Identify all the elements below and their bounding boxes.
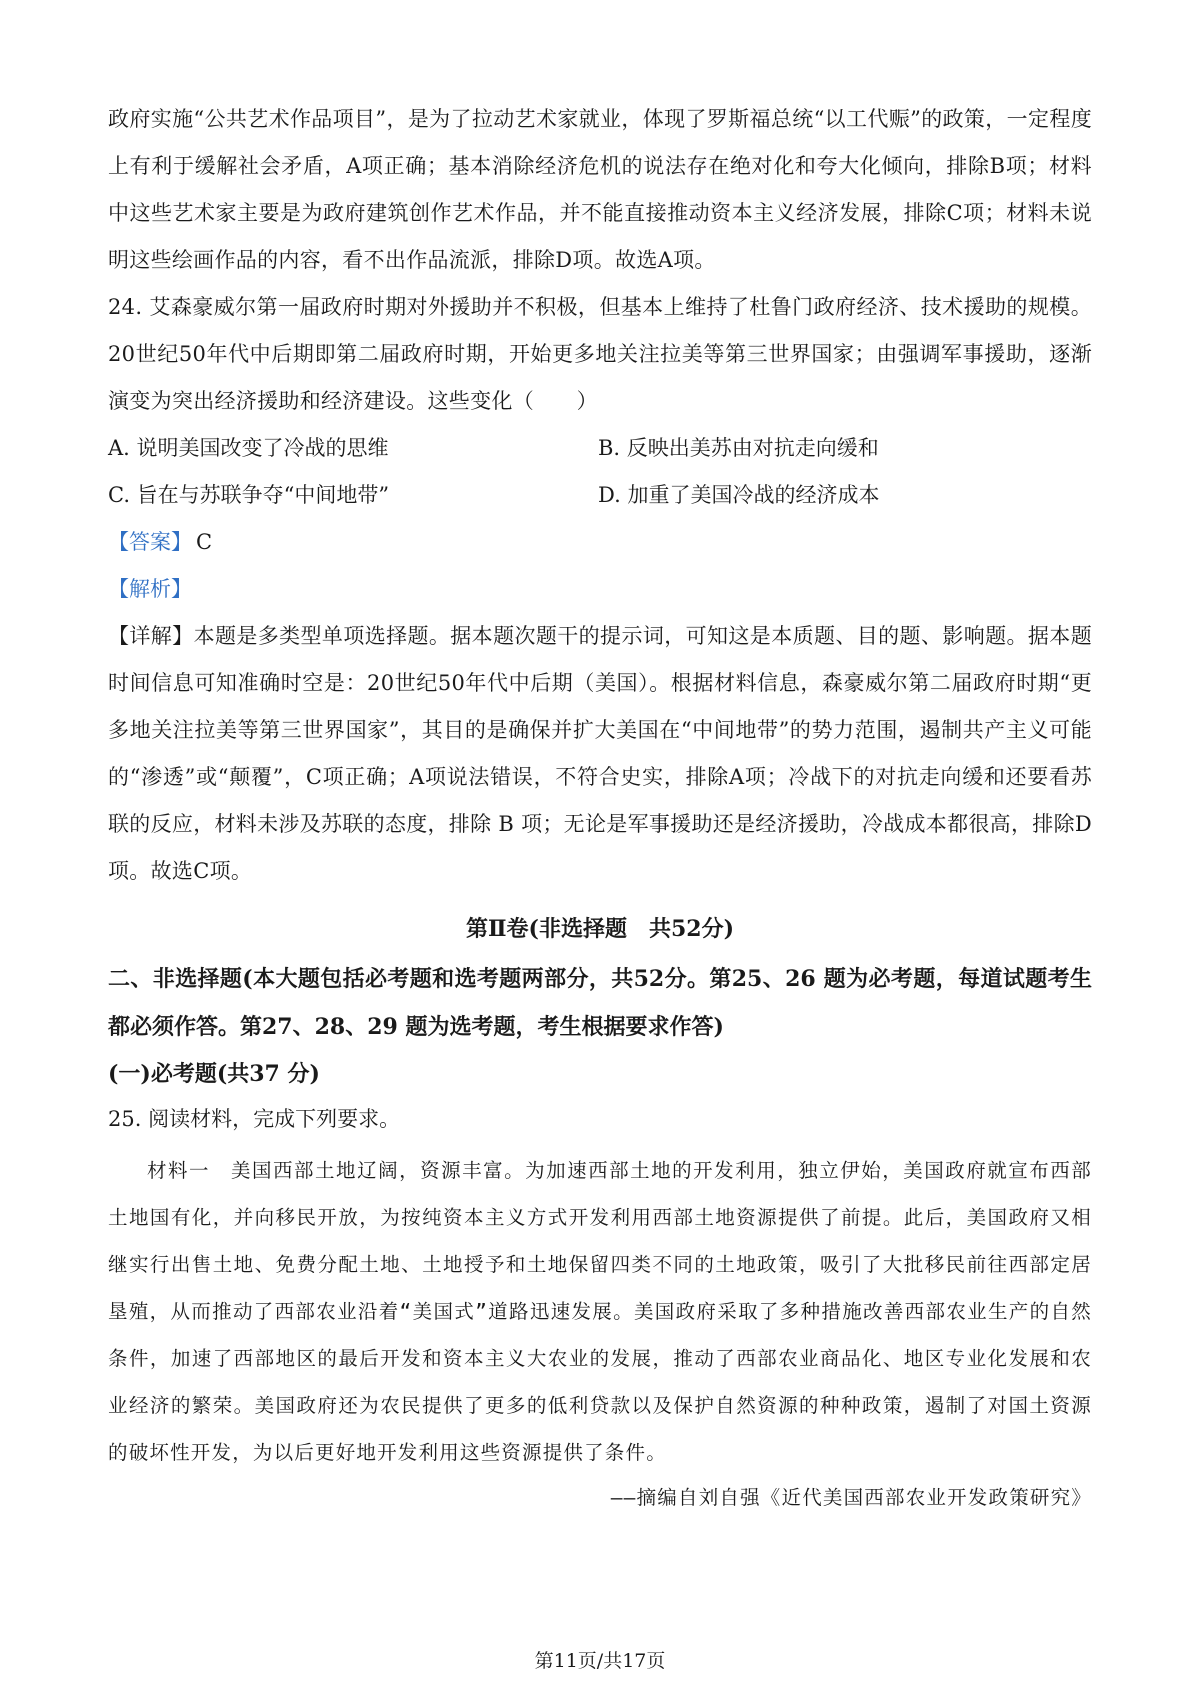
q24-answer xyxy=(108,519,1092,566)
q24-option-d: D. 加重了美国冷战的经济成本 xyxy=(598,483,880,507)
part-title: 二、非选择题(本大题包括必考题和选考题两部分，共52分。第25、26 题为必考题，每道试题考生都必须作答。第27、28、29 题为选考题，考生根据要求作答) xyxy=(108,966,1092,1040)
answer-value: C xyxy=(196,530,213,554)
q25-source: ——摘编自刘自强《近代美国西部农业开发政策研究》 xyxy=(610,1486,1092,1509)
q24-option-a: A. 说明美国改变了冷战的思维 xyxy=(108,436,389,460)
q24-stem: 24. 艾森豪威尔第一届政府时期对外援助并不积极，但基本上维持了杜鲁门政府经济、技术援助的规模。20世纪50年代中后期即第二届政府时期，开始更多地关注拉美等第三世界国家；由强调军事援助，逐渐演变为突出经济援助和经济建设。这些变化（ ） xyxy=(108,295,1092,413)
answer-tag: 【答案】 xyxy=(108,530,192,554)
q23-explanation-paragraph: 政府实施“公共艺术作品项目”，是为了拉动艺术家就业，体现了罗斯福总统“以工代赈”的政策，一定程度上有利于缓解社会矛盾，A项正确；基本消除经济危机的说法存在绝对化和夸大化倾向，排除B项；材料中这些艺术家主要是为政府建筑创作艺术作品，并不能直接推动资本主义经济发展，排除C项；材料未说明这些绘画作品的内容，看不出作品流派，排除D项。故选A项。 xyxy=(108,107,1092,272)
q24-options xyxy=(108,425,1092,519)
q24-detail: 【详解】本题是多类型单项选择题。据本题次题干的提示词，可知这是本质题、目的题、影响题。据本题时间信息可知准确时空是：20世纪50年代中后期（美国）。根据材料信息，森豪威尔第二届政府时期“更多地关注拉美等第三世界国家”，其目的是确保并扩大美国在“中间地带”的势力范围，遏制共产主义可能的“渗透”或“颠覆”，C项正确；A项说法错误，不符合史实，排除A项；冷战下的对抗走向缓和还要看苏联的反应，材料未涉及苏联的态度，排除 B 项；无论是军事援助还是经济援助，冷战成本都很高，排除D项。故选C项。 xyxy=(108,624,1093,883)
sub-title: (一)必考题(共37 分) xyxy=(108,1061,320,1087)
q24-option-b: B. 反映出美苏由对抗走向缓和 xyxy=(598,436,879,460)
q25-stem: 25. 阅读材料，完成下列要求。 xyxy=(108,1107,401,1131)
q25-material: 材料一 美国西部土地辽阔，资源丰富。为加速西部土地的开发利用，独立伊始，美国政府就宣布西部土地国有化，并向移民开放，为按纯资本主义方式开发利用西部土地资源提供了前提。此后，美国政府又相继实行出售土地、免费分配土地、土地授予和土地保留四类不同的土地政策，吸引了大批移民前往西部定居垦殖，从而推动了西部农业沿着“美国式”道路迅速发展。美国政府采取了多种措施改善西部农业生产的自然条件，加速了西部地区的最后开发和资本主义大农业的发展，推动了西部农业商品化、地区专业化发展和农业经济的繁荣。美国政府还为农民提供了更多的低利贷款以及保护自然资源的种种政策，遏制了对国土资源的破坏性开发，为以后更好地开发利用这些资源提供了条件。 xyxy=(108,1159,1092,1464)
analysis-tag: 【解析】 xyxy=(108,577,192,601)
page-content xyxy=(108,96,1092,1520)
section-title: 第Ⅱ卷(非选择题 共52分) xyxy=(466,916,734,942)
q24-option-c: C. 旨在与苏联争夺“中间地带” xyxy=(108,483,390,507)
page-footer: 第11页/共17页 xyxy=(534,1650,666,1672)
